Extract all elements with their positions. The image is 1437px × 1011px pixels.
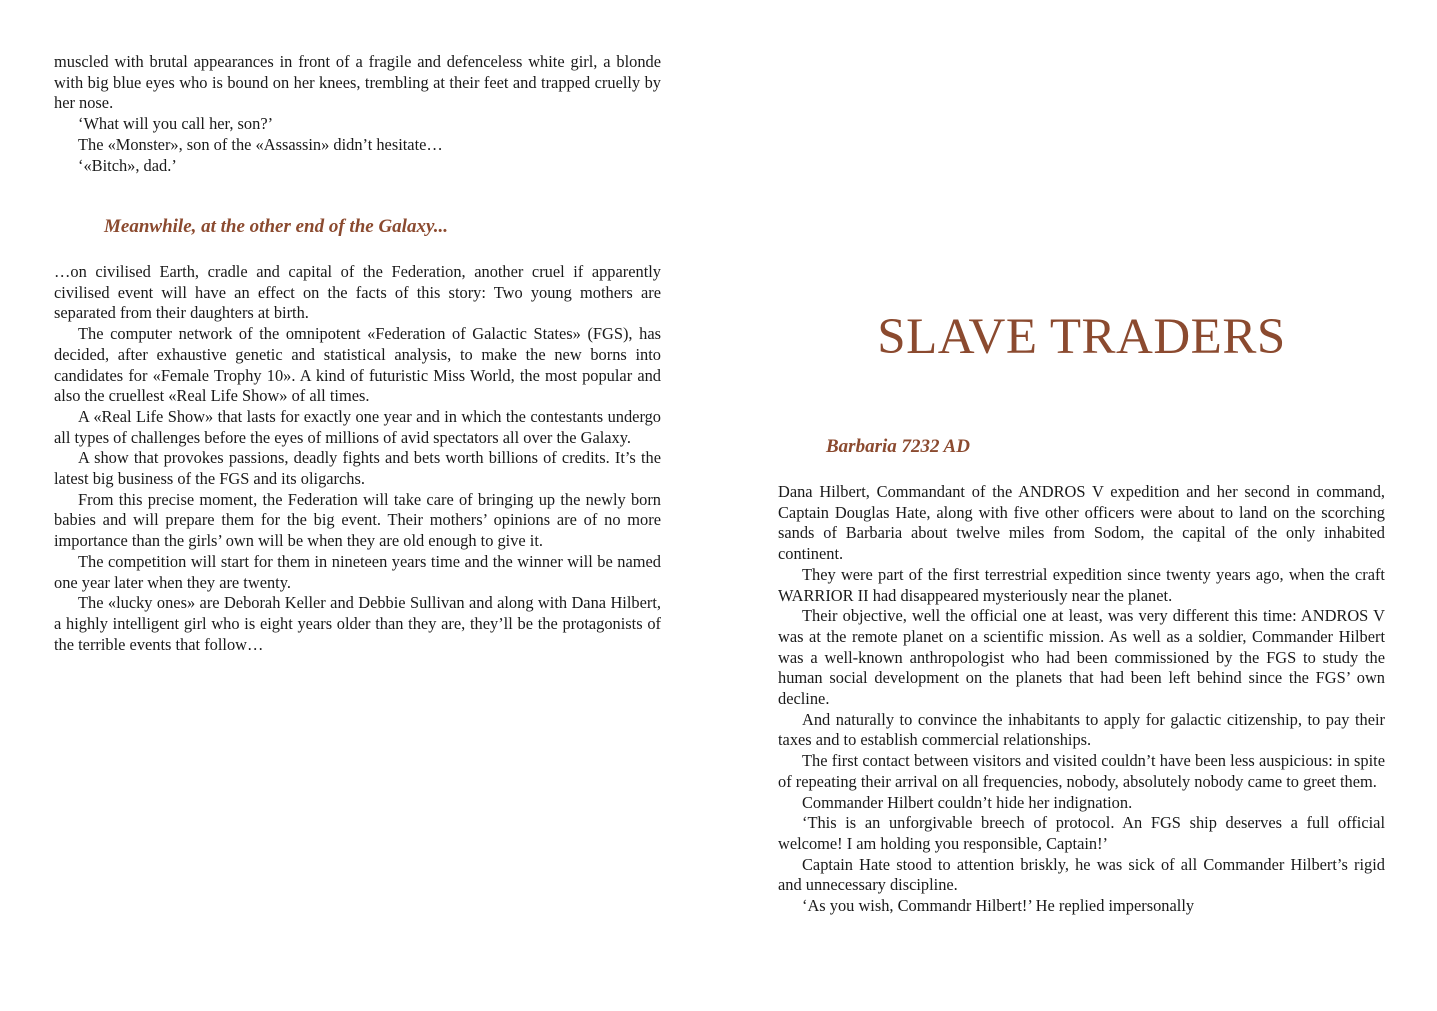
paragraph: And naturally to convince the inhabitants to apply for galactic citizenship, to pay their taxes and to establish commercial relationships. xyxy=(778,709,1385,750)
paragraph: Dana Hilbert, Commandant of the ANDROS V expedition and her second in command, Captain Douglas Hate, along with five other officers were about to land on the scorching sands of Barbaria about twelve miles from Sodom, the capital of the only inhabited continent. xyxy=(778,482,1385,564)
section-heading-galaxy: Meanwhile, at the other end of the Galaxy... xyxy=(104,216,448,237)
paragraph: muscled with brutal appearances in front of a fragile and defenceless white girl, a blonde with big blue eyes who is bound on her knees, trembling at their feet and trapped cruelly by her nose. xyxy=(54,52,661,113)
paragraph: They were part of the first terrestrial expedition since twenty years ago, when the craft WARRIOR II had disappeared mysteriously near the planet. xyxy=(778,564,1385,605)
paragraph: ‘As you wish, Commandr Hilbert!’ He replied impersonally xyxy=(802,896,1195,916)
paragraph: …on civilised Earth, cradle and capital of the Federation, another cruel if apparently civilised event will have an effect on the facts of this story: Two young mothers are separated from their daughters at birth. xyxy=(54,262,661,323)
left-page-section xyxy=(54,262,661,655)
paragraph: ‘«Bitch», dad.’ xyxy=(78,155,177,175)
paragraph: ‘What will you call her, son?’ xyxy=(78,114,274,134)
paragraph: The «lucky ones» are Deborah Keller and Debbie Sullivan and along with Dana Hilbert, a highly intelligent girl who is eight years older than they are, they’ll be the protagonists of the terrible events that follow… xyxy=(54,593,661,654)
paragraph: The first contact between visitors and visited couldn’t have been less auspicious: in spite of repeating their arrival on all frequencies, nobody, absolutely nobody came to greet them. xyxy=(778,751,1385,791)
paragraph: ‘This is an unforgivable breech of protocol. An FGS ship deserves a full official welcome! I am holding you responsible, Captain!’ xyxy=(778,813,1385,853)
paragraph: Their objective, well the official one at least, was very different this time: ANDROS V was at the remote planet on a scientific mission. As well as a soldier, Commander Hilbert was a well-known anthropologist who had been commissioned by the FGS to study the human social development on the planets that had been left behind since the FGS’ own decline. xyxy=(778,606,1385,709)
paragraph: Commander Hilbert couldn’t hide her indignation. xyxy=(802,792,1133,812)
paragraph: A «Real Life Show» that lasts for exactly one year and in which the contestants undergo all types of challenges before the eyes of millions of avid spectators all over the Galaxy. xyxy=(54,406,661,447)
paragraph: Captain Hate stood to attention briskly, he was sick of all Commander Hilbert’s rigid and unnecessary discipline. xyxy=(778,854,1385,895)
right-page-body xyxy=(778,482,1385,917)
paragraph: The computer network of the omnipotent «Federation of Galactic States» (FGS), has decided, after exhaustive genetic and statistical analysis, to make the new borns into candidates for «Female Trophy 10». A kind of futuristic Miss World, the most popular and also the cruellest «Real Life Show» of all times. xyxy=(54,324,661,406)
chapter-title: SLAVE TRADERS xyxy=(877,309,1286,365)
paragraph: The «Monster», son of the «Assassin» didn’t hesitate… xyxy=(78,134,443,154)
paragraph: From this precise moment, the Federation will take care of bringing up the newly born babies and will prepare them for the big event. Their mothers’ opinions are of no more importance than the girls’ own will be when they are old enough to give it. xyxy=(54,489,661,551)
paragraph: The competition will start for them in nineteen years time and the winner will be named one year later when they are twenty. xyxy=(54,551,661,592)
section-heading-barbaria: Barbaria 7232 AD xyxy=(826,436,970,457)
left-page-intro xyxy=(54,52,661,176)
paragraph: A show that provokes passions, deadly fights and bets worth billions of credits. It’s the latest big business of the FGS and its oligarchs. xyxy=(54,448,661,489)
